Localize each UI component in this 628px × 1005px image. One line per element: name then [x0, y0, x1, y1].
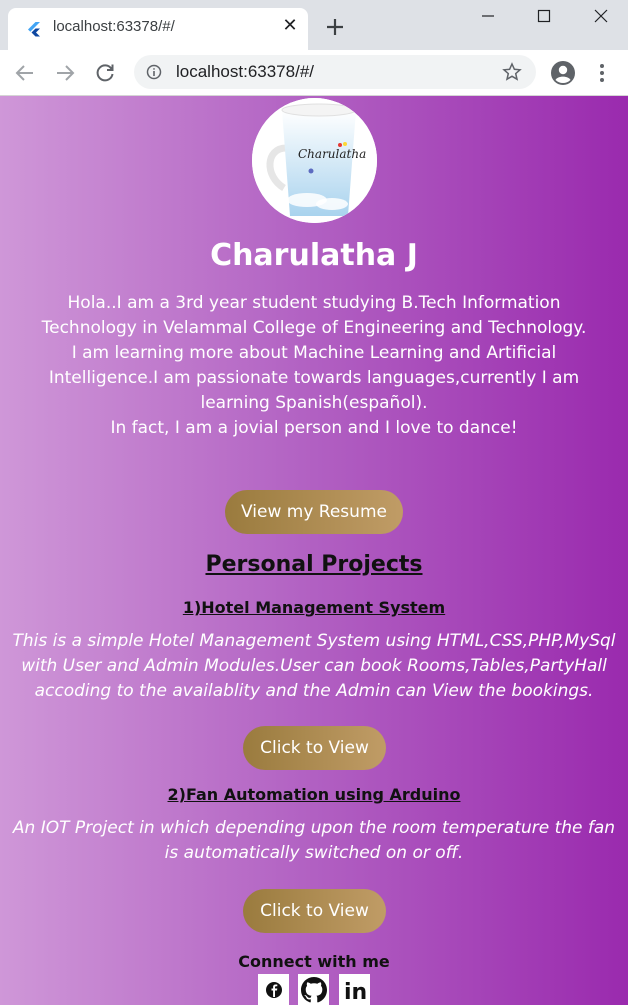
- github-icon: [301, 977, 327, 1003]
- linkedin-glyph: in: [343, 979, 367, 1002]
- project-title: 1)Hotel Management System: [182, 598, 446, 617]
- avatar: [252, 98, 377, 223]
- browser-toolbar: [0, 50, 628, 96]
- bio-paragraph: In fact, I am a jovial person and I love to dance!: [110, 418, 518, 438]
- tab-close-icon[interactable]: ✕: [282, 15, 298, 36]
- bio-paragraph: Hola..I am a 3rd year student studying B.Tech Information Technology in Velammal College of Engineering and Technology.: [41, 293, 587, 338]
- projects-heading: Personal Projects: [205, 552, 423, 577]
- flutter-icon: [26, 21, 42, 37]
- mug-image: [252, 98, 377, 223]
- maximize-icon[interactable]: [534, 6, 554, 26]
- connect-heading: Connect with me: [238, 952, 390, 971]
- project-description: An IOT Project in which depending upon the room temperature the fan is automatically switched on or off.: [12, 818, 616, 863]
- linkedin-link[interactable]: [339, 974, 370, 1005]
- project-description: This is a simple Hotel Management System using HTML,CSS,PHP,MySql with User and Admin Modules.User can book Rooms,Tables,PartyHall accoding to the availablity and the Admin can View the bookings.: [12, 631, 616, 701]
- address-bar[interactable]: [134, 55, 536, 89]
- project-view-button[interactable]: Click to View: [243, 889, 386, 933]
- linkedin-icon: [343, 978, 367, 1002]
- view-resume-button[interactable]: View my Resume: [225, 490, 403, 534]
- back-icon[interactable]: [13, 61, 37, 85]
- portfolio-page: [0, 96, 628, 1005]
- facebook-link[interactable]: [258, 974, 289, 1005]
- window-close-icon[interactable]: [591, 6, 611, 26]
- browser-tabstrip: [0, 0, 628, 50]
- browser-tab[interactable]: [8, 8, 308, 50]
- bookmark-star-icon[interactable]: [502, 62, 522, 82]
- new-tab-icon[interactable]: [324, 16, 346, 38]
- profile-name: Charulatha J: [210, 238, 418, 273]
- tab-title: localhost:63378/#/: [53, 18, 175, 35]
- facebook-icon: [264, 980, 284, 1000]
- bio-text: [40, 291, 588, 441]
- project-view-button[interactable]: Click to View: [243, 726, 386, 770]
- profile-icon[interactable]: [550, 60, 576, 86]
- project-title: 2)Fan Automation using Arduino: [167, 785, 461, 804]
- info-icon[interactable]: [146, 64, 162, 80]
- url-text[interactable]: localhost:63378/#/: [176, 62, 314, 81]
- reload-icon[interactable]: [93, 61, 117, 85]
- github-link[interactable]: [298, 974, 329, 1005]
- mug-text: Charulatha: [298, 147, 367, 161]
- bio-paragraph: I am learning more about Machine Learning and Artificial Intelligence.I am passionate towards languages,currently I am learning Spanish(español).: [48, 343, 580, 413]
- forward-icon[interactable]: [53, 61, 77, 85]
- minimize-icon[interactable]: [478, 6, 498, 26]
- more-menu-icon[interactable]: [595, 62, 609, 84]
